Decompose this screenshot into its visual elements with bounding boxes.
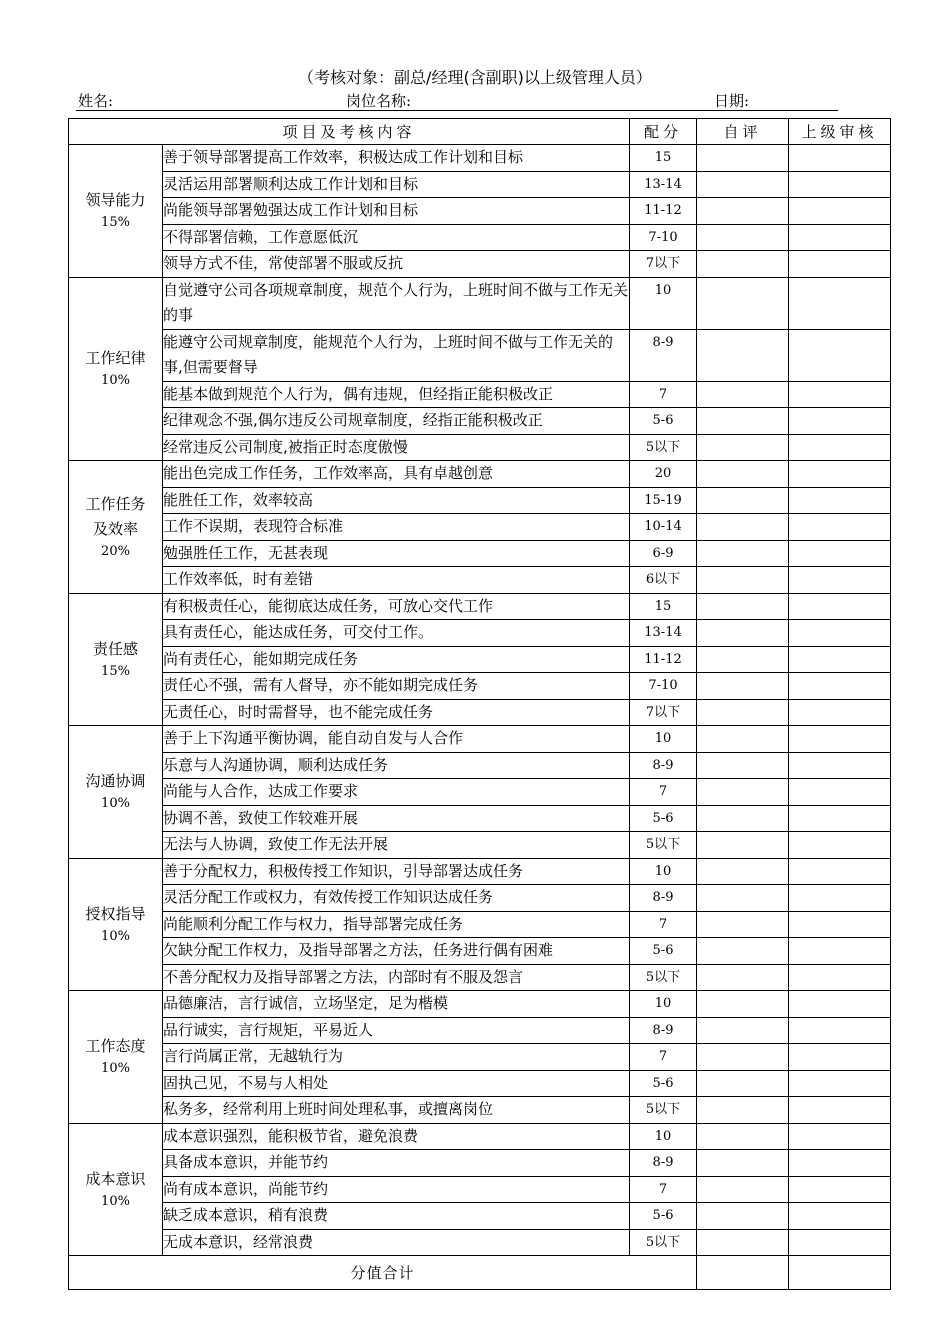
criterion-score: 7-10 xyxy=(630,673,697,700)
criterion-description: 具备成本意识，并能节约 xyxy=(163,1150,630,1177)
category-name: 工作任务 xyxy=(85,494,146,513)
criterion-description: 尚能领导部署勉强达成工作计划和目标 xyxy=(163,198,630,225)
self-eval-cell[interactable] xyxy=(697,699,789,726)
self-eval-cell[interactable] xyxy=(697,1150,789,1177)
document-title: （考核对象：副总/经理(含副职)以上级管理人员） xyxy=(298,68,652,87)
criterion-score: 5-6 xyxy=(630,805,697,832)
supervisor-review-cell[interactable] xyxy=(789,991,891,1018)
criterion-score: 7 xyxy=(630,779,697,806)
criterion-score: 8-9 xyxy=(630,885,697,912)
supervisor-review-cell[interactable] xyxy=(789,1203,891,1230)
table-row xyxy=(69,620,891,647)
criterion-description: 尚能顺利分配工作与权力，指导部署完成任务 xyxy=(163,911,630,938)
table-row xyxy=(69,752,891,779)
table-row xyxy=(69,1017,891,1044)
criterion-score: 10 xyxy=(630,991,697,1018)
table-row xyxy=(69,832,891,859)
criterion-description: 乐意与人沟通协调，顺利达成任务 xyxy=(163,752,630,779)
category-weight: 15% xyxy=(101,215,130,231)
criterion-score: 10-14 xyxy=(630,514,697,541)
supervisor-review-cell[interactable] xyxy=(789,964,891,991)
criterion-score: 6以下 xyxy=(630,567,697,594)
table-row xyxy=(69,251,891,278)
table-row xyxy=(69,911,891,938)
category-name: 及效率 xyxy=(92,519,138,538)
criterion-score: 7-10 xyxy=(630,224,697,251)
self-eval-cell[interactable] xyxy=(697,938,789,965)
column-header-review: 上级审核 xyxy=(789,119,891,145)
supervisor-review-cell[interactable] xyxy=(789,1229,891,1256)
self-eval-cell[interactable] xyxy=(697,329,789,381)
criterion-score: 13-14 xyxy=(630,620,697,647)
table-row xyxy=(69,1229,891,1256)
criterion-score: 20 xyxy=(630,461,697,488)
table-row xyxy=(69,277,891,329)
criterion-score: 8-9 xyxy=(630,1150,697,1177)
criterion-description: 自觉遵守公司各项规章制度，规范个人行为，上班时间不做与工作无关的事 xyxy=(163,277,630,329)
supervisor-review-cell[interactable] xyxy=(789,224,891,251)
table-row xyxy=(69,646,891,673)
self-eval-cell[interactable] xyxy=(697,964,789,991)
table-row xyxy=(69,991,891,1018)
self-eval-cell[interactable] xyxy=(697,885,789,912)
supervisor-review-cell[interactable] xyxy=(789,1123,891,1150)
table-row xyxy=(69,514,891,541)
supervisor-review-cell[interactable] xyxy=(789,1017,891,1044)
table-row xyxy=(69,1044,891,1071)
self-eval-cell[interactable] xyxy=(697,461,789,488)
supervisor-review-cell[interactable] xyxy=(789,251,891,278)
supervisor-review-cell[interactable] xyxy=(789,726,891,753)
table-row xyxy=(69,198,891,225)
supervisor-review-cell[interactable] xyxy=(789,885,891,912)
category-weight: 20% xyxy=(101,543,130,559)
criterion-description: 工作效率低，时有差错 xyxy=(163,567,630,594)
supervisor-review-cell[interactable] xyxy=(789,646,891,673)
self-eval-cell[interactable] xyxy=(697,620,789,647)
criterion-description: 能基本做到规范个人行为，偶有违规，但经指正能积极改正 xyxy=(163,381,630,408)
category-name: 成本意识 xyxy=(85,1169,146,1188)
supervisor-review-cell[interactable] xyxy=(789,381,891,408)
self-eval-cell[interactable] xyxy=(697,434,789,461)
criterion-description: 工作不误期，表现符合标准 xyxy=(163,514,630,541)
criterion-score: 13-14 xyxy=(630,171,697,198)
criterion-description: 有积极责任心，能彻底达成任务，可放心交代工作 xyxy=(163,593,630,620)
category-name: 授权指导 xyxy=(85,904,146,923)
name-label: 姓名: xyxy=(78,92,114,110)
criterion-description: 善于领导部署提高工作效率，积极达成工作计划和目标 xyxy=(163,145,630,172)
supervisor-review-cell[interactable] xyxy=(789,911,891,938)
criterion-score: 5-6 xyxy=(630,408,697,435)
criterion-description: 灵活分配工作或权力，有效传授工作知识达成任务 xyxy=(163,885,630,912)
criterion-score: 5以下 xyxy=(630,1097,697,1124)
self-eval-cell[interactable] xyxy=(697,408,789,435)
criterion-description: 缺乏成本意识，稍有浪费 xyxy=(163,1203,630,1230)
supervisor-review-cell[interactable] xyxy=(789,198,891,225)
supervisor-review-cell[interactable] xyxy=(789,434,891,461)
table-row xyxy=(69,673,891,700)
supervisor-review-cell[interactable] xyxy=(789,620,891,647)
criterion-score: 5以下 xyxy=(630,832,697,859)
self-eval-cell[interactable] xyxy=(697,593,789,620)
self-eval-cell[interactable] xyxy=(697,911,789,938)
self-eval-cell[interactable] xyxy=(697,277,789,329)
criterion-description: 经常违反公司制度,被指正时态度傲慢 xyxy=(163,434,630,461)
supervisor-review-cell[interactable] xyxy=(789,1044,891,1071)
criterion-score: 5以下 xyxy=(630,964,697,991)
self-eval-cell[interactable] xyxy=(697,991,789,1018)
column-header-self: 自评 xyxy=(697,119,789,145)
criterion-description: 不得部署信赖，工作意愿低沉 xyxy=(163,224,630,251)
category-name: 领导能力 xyxy=(85,191,146,210)
self-eval-cell[interactable] xyxy=(697,224,789,251)
criterion-score: 10 xyxy=(630,726,697,753)
criterion-description: 成本意识强烈，能积极节省，避免浪费 xyxy=(163,1123,630,1150)
category-weight: 10% xyxy=(101,928,130,944)
criterion-description: 欠缺分配工作权力，及指导部署之方法，任务进行偶有困难 xyxy=(163,938,630,965)
supervisor-review-cell[interactable] xyxy=(789,145,891,172)
supervisor-review-cell[interactable] xyxy=(789,593,891,620)
column-header-score: 配分 xyxy=(630,119,697,145)
criterion-score: 5-6 xyxy=(630,938,697,965)
table-row xyxy=(69,224,891,251)
category-cell xyxy=(69,461,163,594)
category-weight: 10% xyxy=(101,1193,130,1209)
criterion-description: 品行诚实，言行规矩，平易近人 xyxy=(163,1017,630,1044)
supervisor-review-cell[interactable] xyxy=(789,171,891,198)
table-row xyxy=(69,1150,891,1177)
date-label: 日期: xyxy=(714,92,750,110)
category-cell xyxy=(69,858,163,991)
category-name: 工作态度 xyxy=(85,1037,146,1056)
criterion-score: 7以下 xyxy=(630,251,697,278)
self-eval-cell[interactable] xyxy=(697,673,789,700)
self-eval-cell[interactable] xyxy=(697,858,789,885)
supervisor-review-cell[interactable] xyxy=(789,329,891,381)
column-header-item: 项目及考核内容 xyxy=(69,119,630,145)
criterion-score: 5-6 xyxy=(630,1203,697,1230)
table-row xyxy=(69,487,891,514)
self-eval-cell[interactable] xyxy=(697,487,789,514)
criterion-description: 品德廉洁，言行诚信，立场坚定，足为楷模 xyxy=(163,991,630,1018)
self-eval-cell[interactable] xyxy=(697,381,789,408)
criterion-description: 尚有责任心，能如期完成任务 xyxy=(163,646,630,673)
criterion-score: 5以下 xyxy=(630,1229,697,1256)
criterion-score: 11-12 xyxy=(630,646,697,673)
supervisor-review-cell[interactable] xyxy=(789,1070,891,1097)
criterion-score: 8-9 xyxy=(630,1017,697,1044)
self-eval-cell[interactable] xyxy=(697,540,789,567)
criterion-description: 协调不善，致使工作较难开展 xyxy=(163,805,630,832)
criterion-description: 能出色完成工作任务，工作效率高，具有卓越创意 xyxy=(163,461,630,488)
category-cell xyxy=(69,593,163,726)
post-label: 岗位名称: xyxy=(346,92,412,110)
self-eval-cell[interactable] xyxy=(697,1203,789,1230)
criterion-score: 7 xyxy=(630,381,697,408)
table-row xyxy=(69,567,891,594)
table-row xyxy=(69,408,891,435)
self-eval-cell[interactable] xyxy=(697,779,789,806)
table-row xyxy=(69,1176,891,1203)
self-eval-cell[interactable] xyxy=(697,752,789,779)
table-row xyxy=(69,381,891,408)
criterion-description: 善于分配权力，积极传授工作知识，引导部署达成任务 xyxy=(163,858,630,885)
criterion-description: 具有责任心，能达成任务，可交付工作。 xyxy=(163,620,630,647)
criterion-description: 不善分配权力及指导部署之方法，内部时有不服及怨言 xyxy=(163,964,630,991)
table-row xyxy=(69,329,891,381)
criterion-description: 尚有成本意识，尚能节约 xyxy=(163,1176,630,1203)
table-row xyxy=(69,145,891,172)
self-eval-cell[interactable] xyxy=(697,145,789,172)
supervisor-review-cell[interactable] xyxy=(789,805,891,832)
category-cell xyxy=(69,726,163,859)
self-eval-cell[interactable] xyxy=(697,1017,789,1044)
total-row xyxy=(69,1256,891,1290)
supervisor-review-cell[interactable] xyxy=(789,673,891,700)
self-eval-cell[interactable] xyxy=(697,805,789,832)
criterion-description: 能遵守公司规章制度，能规范个人行为，上班时间不做与工作无关的事,但需要督导 xyxy=(163,329,630,381)
table-header-row xyxy=(69,119,891,145)
supervisor-review-cell[interactable] xyxy=(789,938,891,965)
category-cell xyxy=(69,1123,163,1256)
supervisor-review-cell[interactable] xyxy=(789,567,891,594)
criterion-description: 勉强胜任工作，无甚表现 xyxy=(163,540,630,567)
criterion-description: 私务多，经常利用上班时间处理私事，或擅离岗位 xyxy=(163,1097,630,1124)
supervisor-review-cell[interactable] xyxy=(789,752,891,779)
supervisor-review-cell[interactable] xyxy=(789,858,891,885)
criterion-score: 7 xyxy=(630,1044,697,1071)
criterion-description: 纪律观念不强,偶尔违反公司规章制度，经指正能积极改正 xyxy=(163,408,630,435)
criterion-description: 固执己见，不易与人相处 xyxy=(163,1070,630,1097)
category-name: 沟通协调 xyxy=(85,772,146,791)
self-eval-cell[interactable] xyxy=(697,1123,789,1150)
info-line xyxy=(76,88,838,111)
table-row xyxy=(69,699,891,726)
self-eval-cell[interactable] xyxy=(697,1044,789,1071)
supervisor-review-cell[interactable] xyxy=(789,540,891,567)
criterion-description: 灵活运用部署顺利达成工作计划和目标 xyxy=(163,171,630,198)
criterion-score: 10 xyxy=(630,277,697,329)
total-self-cell[interactable] xyxy=(697,1256,789,1290)
criterion-score: 11-12 xyxy=(630,198,697,225)
self-eval-cell[interactable] xyxy=(697,832,789,859)
category-cell xyxy=(69,991,163,1124)
category-weight: 10% xyxy=(101,796,130,812)
self-eval-cell[interactable] xyxy=(697,171,789,198)
self-eval-cell[interactable] xyxy=(697,1070,789,1097)
table-row xyxy=(69,461,891,488)
table-row xyxy=(69,593,891,620)
table-row xyxy=(69,1203,891,1230)
total-label: 分值合计 xyxy=(69,1256,697,1290)
criterion-description: 言行尚属正常，无越轨行为 xyxy=(163,1044,630,1071)
self-eval-cell[interactable] xyxy=(697,198,789,225)
category-cell xyxy=(69,145,163,278)
table-row xyxy=(69,805,891,832)
criterion-description: 尚能与人合作，达成工作要求 xyxy=(163,779,630,806)
evaluation-table xyxy=(68,118,891,1290)
category-weight: 10% xyxy=(101,373,130,389)
category-cell xyxy=(69,277,163,461)
self-eval-cell[interactable] xyxy=(697,1229,789,1256)
supervisor-review-cell[interactable] xyxy=(789,832,891,859)
self-eval-cell[interactable] xyxy=(697,514,789,541)
criterion-score: 5以下 xyxy=(630,434,697,461)
table-row xyxy=(69,540,891,567)
category-name: 工作纪律 xyxy=(85,349,146,368)
table-row xyxy=(69,1070,891,1097)
criterion-score: 5-6 xyxy=(630,1070,697,1097)
supervisor-review-cell[interactable] xyxy=(789,461,891,488)
criterion-score: 8-9 xyxy=(630,329,697,381)
criterion-description: 无责任心，时时需督导，也不能完成任务 xyxy=(163,699,630,726)
criterion-score: 6-9 xyxy=(630,540,697,567)
category-weight: 10% xyxy=(101,1061,130,1077)
supervisor-review-cell[interactable] xyxy=(789,277,891,329)
table-row xyxy=(69,964,891,991)
table-row xyxy=(69,938,891,965)
criterion-score: 10 xyxy=(630,1123,697,1150)
total-review-cell[interactable] xyxy=(789,1256,891,1290)
criterion-description: 无法与人协调，致使工作无法开展 xyxy=(163,832,630,859)
supervisor-review-cell[interactable] xyxy=(789,779,891,806)
category-weight: 15% xyxy=(101,663,130,679)
table-row xyxy=(69,1097,891,1124)
table-row xyxy=(69,885,891,912)
supervisor-review-cell[interactable] xyxy=(789,1150,891,1177)
criterion-description: 能胜任工作，效率较高 xyxy=(163,487,630,514)
criterion-score: 15 xyxy=(630,593,697,620)
self-eval-cell[interactable] xyxy=(697,646,789,673)
supervisor-review-cell[interactable] xyxy=(789,1097,891,1124)
criterion-description: 善于上下沟通平衡协调，能自动自发与人合作 xyxy=(163,726,630,753)
supervisor-review-cell[interactable] xyxy=(789,1176,891,1203)
self-eval-cell[interactable] xyxy=(697,1097,789,1124)
criterion-description: 责任心不强，需有人督导，亦不能如期完成任务 xyxy=(163,673,630,700)
criterion-description: 领导方式不佳，常使部署不服或反抗 xyxy=(163,251,630,278)
self-eval-cell[interactable] xyxy=(697,251,789,278)
criterion-score: 8-9 xyxy=(630,752,697,779)
table-row xyxy=(69,1123,891,1150)
supervisor-review-cell[interactable] xyxy=(789,514,891,541)
criterion-score: 15 xyxy=(630,145,697,172)
self-eval-cell[interactable] xyxy=(697,726,789,753)
table-row xyxy=(69,858,891,885)
self-eval-cell[interactable] xyxy=(697,567,789,594)
category-name: 责任感 xyxy=(92,639,138,658)
table-row xyxy=(69,779,891,806)
criterion-score: 15-19 xyxy=(630,487,697,514)
criterion-score: 7 xyxy=(630,1176,697,1203)
criterion-score: 7以下 xyxy=(630,699,697,726)
self-eval-cell[interactable] xyxy=(697,1176,789,1203)
criterion-score: 10 xyxy=(630,858,697,885)
criterion-score: 7 xyxy=(630,911,697,938)
table-row xyxy=(69,171,891,198)
supervisor-review-cell[interactable] xyxy=(789,408,891,435)
supervisor-review-cell[interactable] xyxy=(789,487,891,514)
criterion-description: 无成本意识，经常浪费 xyxy=(163,1229,630,1256)
table-row xyxy=(69,726,891,753)
supervisor-review-cell[interactable] xyxy=(789,699,891,726)
table-row xyxy=(69,434,891,461)
